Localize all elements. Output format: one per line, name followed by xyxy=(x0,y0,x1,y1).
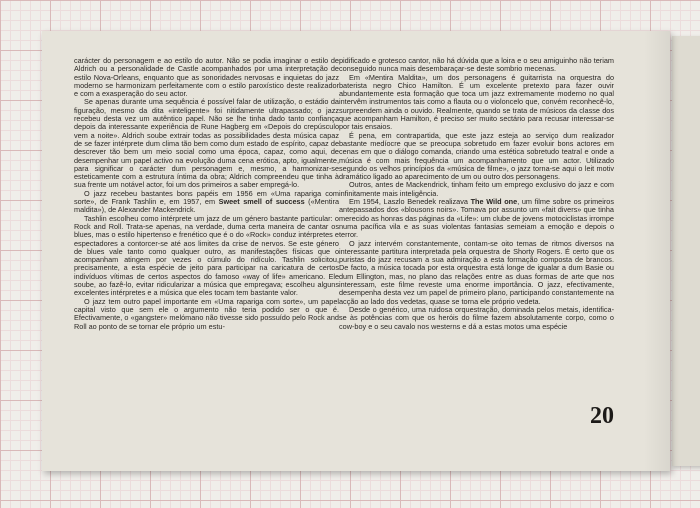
paragraph: O jazz tem outro papel importante em «Uma rapariga com sorte», um papel capital visto que sem ele o argumento não teria podido ser o que é. Efectivamente, o «gangster» melómano não tivesse sido possuído pelo Rock and Roll ao ponto de se tornar ele próprio um estu- xyxy=(74,296,339,331)
paragraph: É pena, em contrapartida, que este jazz esteja ao serviço dum realizador bastante medíocre que se preocupa sobretudo em fazer evoluir bons actores em cenas em que o diálogo comanda, criando uma estética sobretudo teatral e onde a música é com mais frequência um acompanhamento que um actor. Utilizado segundo os velhos princípios da «música de filme», o jazz torna-se aqui o leit motiv dramático ligado ao aparecimento de um ou outro dos personagens. xyxy=(339,130,614,182)
paragraph: carácter do personagem e ao estilo do autor. Não se podia imaginar o estilo de Aldrich ou a personalidade de Castle acompanhados por uma interpretação de estilo Nova-Orleans, enquanto que as sonoridades nervosas e inquietas do jazz moderno se harmonizam perfeitamente com o estilo paroxístico deste realizador e com a exasperação do seu actor. xyxy=(74,56,339,99)
paragraph: O jazz intervém constantemente, contam-se oito temas de ritmos diversos na interessante partitura interpretada pela orquestra de Shorty Rogers. É certo que os puristas do jazz recusam a sua admiração a esta formação composta de brancos. De facto, a música tocada por esta orquestra está longe de igualar a dum Basie ou dum Ellington, mas, no plano das relações entre as duas formas de arte que nos interessam, este filme reveste uma enorme importância. O jazz, efectivamente, desempenha desta vez um papel de primeiro plano, participando constantemente na acção ao lado dos vedetas, quase se torna ele próprio vedeta. xyxy=(339,238,614,306)
paragraph: Tashlin escolheu como intérprete um jazz de um género bastante particular: o Rock and Roll. Trata-se apenas, na verdade, duma certa maneira de cantar os blues, mas o estilo hipertenso e frenético que é o do «Rock» conduz intérpretes e espectadores a contorcer-se até aos limites da crise de nervos. Se este género de blues vale tanto como qualquer outro, as manifestações físicas que o acompanham atingem por vezes o cúmulo do ridículo. Tashlin solicitou, precisamente, a esta espécie de jeito para participar na caricatura de certos indivíduos vítimas de certos aspectos do famoso «way of life» americano. Ele soube, ao fazê-lo, evitar ridicularizar a música que empregava; escolheu alguns excelentes intérpretes e a música que eles tocam tem bastante valor. xyxy=(74,213,339,298)
page-number: 20 xyxy=(590,403,614,429)
paragraph: Outros, antes de Mackendrick, tinham feito um emprego exclusivo do jazz e com infinitamente mais inteligência. xyxy=(339,180,614,198)
paragraph: pidificado e grotesco cantor, não há dúvida que a loira e o seu amiguinho não teriam conseguido nunca mais desembaraçar-se deste sombrio mecenas. xyxy=(339,56,614,74)
paragraph: Em 1954, Laszlo Benedek realizava The Wild one, um filme sobre os primeiros antepassados dos «blousons noirs». Tomava por assunto um «fait divers» que tinha merecido as honras das páginas da «Life»: um clube de jovens motociclistas irrompe numa pacífica vila e as suas violentas fantasias semeiam a emoção e depois o terror. xyxy=(339,197,614,240)
paragraph: Em «Mentira Maldita», um dos personagens é guitarrista na orquestra do baterista negro Chico Hamilton. É um excelente pretexto para fazer ouvir abundantemente esta formação que toca um jazz extremamente moderno no qual intervêm instrumentos tais como a flauta ou o violoncelo que, convém reconhecê-lo, surpreendem ainda o ouvido. Realmente, quando se trata de músicos da classe dos que acompanham Hamilton, é preciso ser muito sectário para recusar interessar-se por tais ensaios. xyxy=(339,72,614,132)
film-title: The Wild one xyxy=(470,197,518,207)
book-page xyxy=(42,31,670,471)
paragraph: Desde o genérico, uma ruidosa orquestração, dominada pelos metais, identifica-se às potências com que os heróis do filme fazem absolutamente corpo, como o cow-boy e o seu cavalo nos westerns e dá a estas motos uma espécie xyxy=(339,304,614,331)
paragraph: Se apenas durante uma sequência é possível falar de utilização, o estádio da figuração, mesmo da dita «inteligente» foi nitidamente ultrapassado; o jazz recebeu desta vez um autêntico papel. Não se lhe tinha dado tanto confiança depois da interessante experiência de Rune Hagberg em «Depois do crepúsculo vem a noite». Aldrich soube extrair todas as possibilidades desta música capaz de se fazer intérprete dum clima tão bem como dum estado de espírito, capaz de descrever tão bem um meio social como uma época, capaz, como aqui, de desempenhar um papel activo na evolução duma cena erótica, apto, igualmente, para significar o carácter dum personagem e, mesmo, a harmonizar-se esteticamente com a estrutura íntima da obra; Aldrich compreendeu que tinha à sua frente um notável actor, foi um dos primeiros a saber empregá-lo. xyxy=(74,97,339,190)
film-title: Sweet smell of success xyxy=(218,197,305,207)
right-text-column xyxy=(339,57,614,331)
adjacent-page-edge xyxy=(672,36,700,466)
paragraph: O jazz recebeu bastantes bons papéis em 1956 em «Uma rapariga com sorte», de Frank Tashlin e, em 1957, em Sweet smell of success («Mentira maldita»), de Alexander Mackendrick. xyxy=(74,188,339,215)
left-text-column xyxy=(74,57,339,331)
